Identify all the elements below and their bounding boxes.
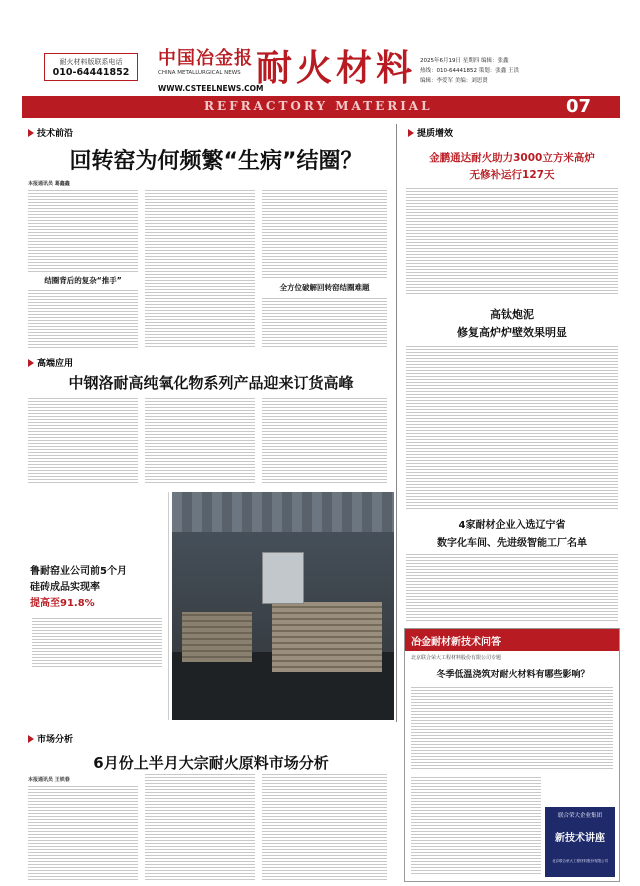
qa-box [404, 628, 620, 882]
lead-column-1 [28, 188, 138, 272]
lead-subhead-2: 全方位破解回转窑结圈难题 [279, 283, 370, 292]
arrow-icon [28, 129, 34, 137]
lead-headline: 回转窑为何频繁“生病”结圈？ [69, 149, 363, 174]
qa-banner-title: 冶金耐材新技术问答 [411, 637, 501, 648]
lecture-ad [545, 807, 615, 877]
website: WWW.CSTEELNEWS.COM [158, 84, 264, 93]
newspaper-logo: 中国冶金报 [158, 48, 253, 69]
right-story-3-title-1: 4家耐材企业入选辽宁省 [458, 520, 566, 531]
photo-box [28, 492, 394, 720]
arrow-icon [408, 129, 414, 137]
right-story-1-text [406, 186, 618, 296]
tag-high-end: 高端应用 [28, 356, 73, 369]
analysis-byline: 本报通讯员 王铁春 [28, 777, 70, 783]
column-divider [396, 124, 397, 722]
lead-column-1b [28, 288, 138, 348]
contact-box-phone: 010-64441852 [52, 67, 130, 78]
tag-quality: 提质增效 [408, 126, 453, 139]
photo-box-title-2: 硅砖成品实现率 [30, 582, 100, 593]
brick-pile-2 [272, 602, 382, 672]
lead-byline: 本报通讯员 葛鑫鑫 [28, 181, 70, 187]
analysis-column-3 [262, 772, 387, 880]
right-headline-1: 金鹏通达耐火助力3000立方米高炉 [429, 152, 595, 164]
photo-box-text [32, 616, 162, 668]
brick-pile-1 [182, 612, 252, 662]
machine [262, 552, 304, 604]
factory-photo [172, 492, 394, 720]
market-headline: 中钢洛耐高纯氧化物系列产品迎来订货高峰 [68, 374, 354, 392]
qa-answer-text-2 [411, 775, 541, 875]
qa-question: 冬季低温浇筑对耐火材料有哪些影响？ [436, 670, 590, 680]
tag-tech-frontier: 技术前沿 [28, 126, 73, 139]
analysis-headline: 6月份上半月大宗耐火原料市场分析 [93, 754, 329, 772]
section-title-en: REFRACTORY MATERIAL [204, 99, 433, 113]
masthead [0, 0, 640, 118]
photo-box-title-3: 提高至91.8% [30, 598, 95, 609]
qa-answer-text [411, 685, 613, 771]
lead-column-3b [262, 296, 387, 348]
analysis-column-2 [145, 772, 255, 880]
page-number: 07 [566, 96, 592, 117]
arrow-icon [28, 735, 34, 743]
newspaper-logo-en: CHINA METALLURGICAL NEWS [158, 70, 241, 76]
phone-line: 热线：010-64441852 策划：张鑫 王洪 [420, 68, 519, 74]
tag-market-analysis: 市场分析 [28, 732, 73, 745]
date-line: 2025年6月19日 星期四 编辑：张鑫 [420, 58, 509, 64]
market-column-1 [28, 396, 138, 484]
factory-roof [172, 492, 394, 532]
contact-box [44, 53, 138, 81]
lead-column-3 [262, 188, 387, 280]
lecture-subtitle: 北京联合荣大工程材料股份有限公司 [552, 859, 608, 863]
lecture-title: 新技术讲座 [555, 833, 605, 844]
arrow-icon [28, 359, 34, 367]
right-story-2-title-1: 高钛炮泥 [490, 308, 534, 321]
right-story-3-text [406, 552, 618, 622]
contact-box-label: 耐火材料版联系电话 [59, 58, 123, 66]
right-story-2-text [406, 344, 618, 510]
right-story-2-title-2: 修复高炉炉壁效果明显 [457, 326, 567, 339]
market-column-3 [262, 396, 387, 484]
lead-subhead-1: 结圈背后的复杂“推手” [44, 276, 122, 285]
market-column-2 [145, 396, 255, 484]
photo-box-title-1: 鲁耐窑业公司前5个月 [30, 566, 127, 577]
qa-sponsor: 北京联合荣大工程材料股份有限公司专题 [411, 655, 502, 661]
lead-column-2 [145, 188, 255, 348]
editor-line: 编辑：李爱军 美编：刘思贤 [420, 78, 488, 84]
right-story-3-title-2: 数字化车间、先进级智能工厂名单 [437, 538, 587, 549]
right-headline-2: 无修补运行127天 [469, 169, 555, 181]
lecture-logo-text: 联合荣大企业集团 [557, 813, 602, 819]
section-title: 耐火材料 [256, 48, 417, 89]
analysis-column-1 [28, 784, 138, 880]
